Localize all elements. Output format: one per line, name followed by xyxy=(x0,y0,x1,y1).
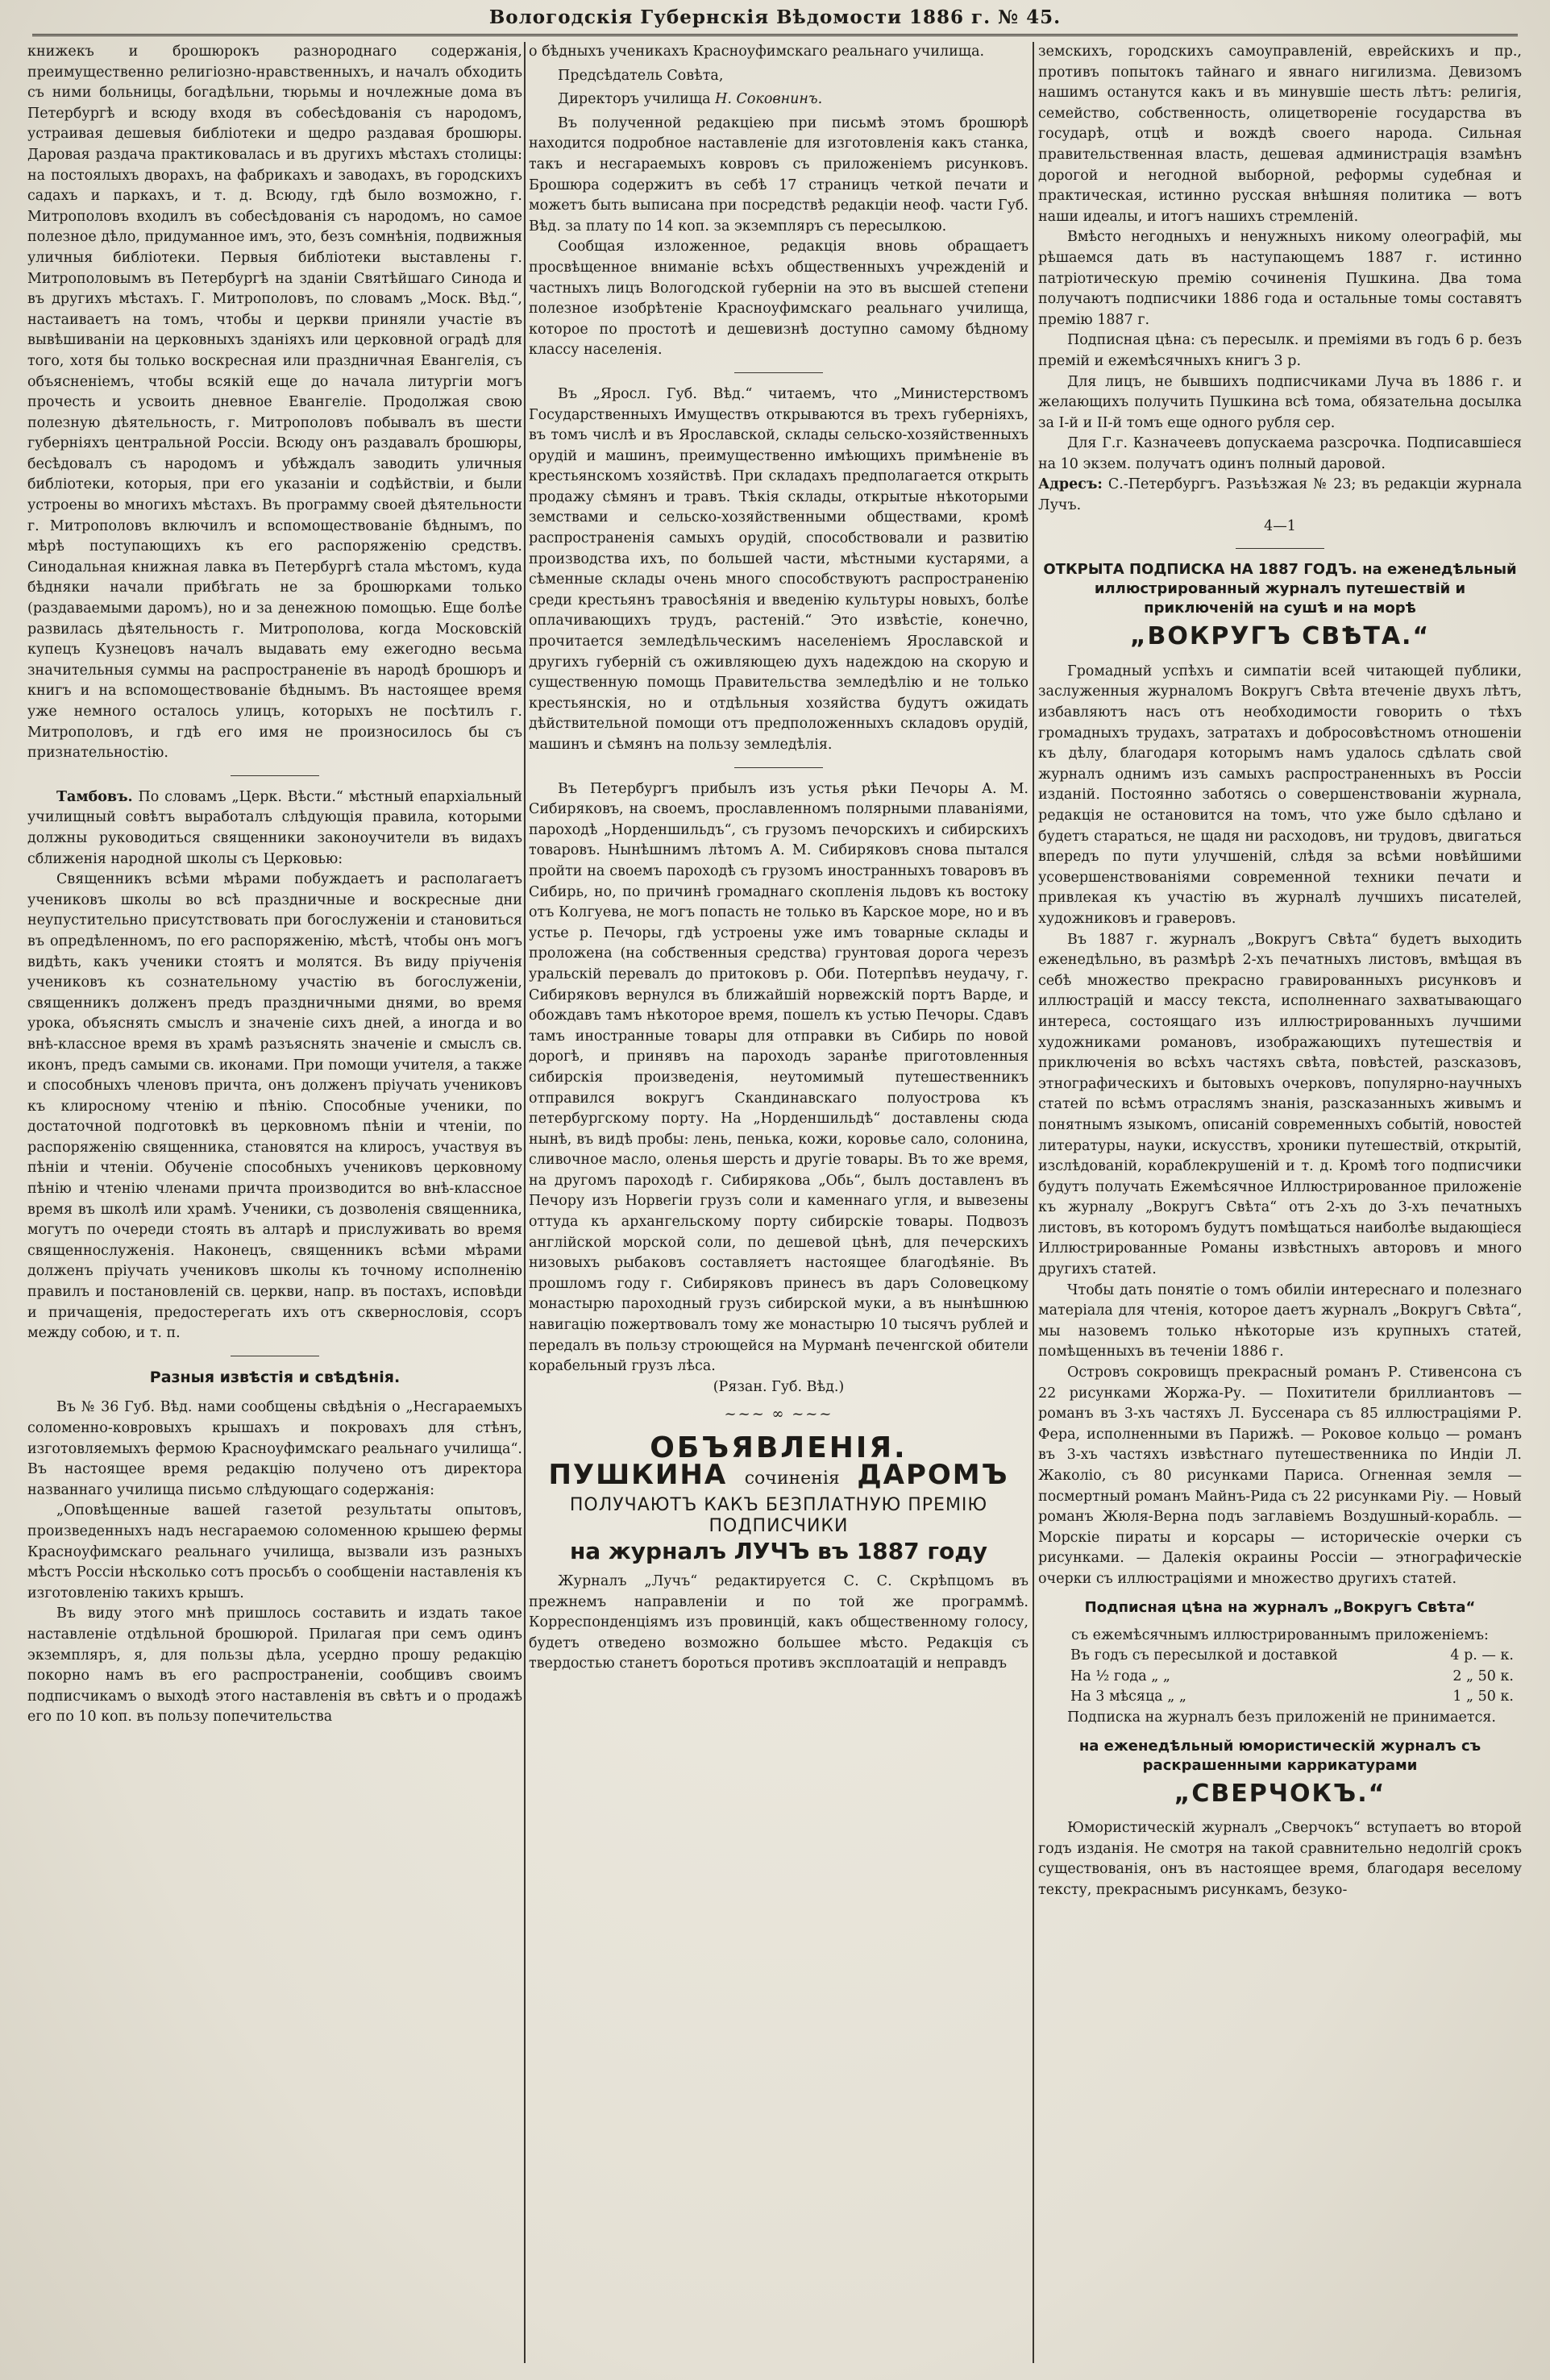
place-heading: Тамбовъ. xyxy=(56,788,133,805)
separator xyxy=(1236,548,1324,549)
article-paragraph: Чтобы дать понятіе о томъ обиліи интереснаго и полезнаго матеріала для чтенія, которое даетъ журналъ „Вокругъ Свѣта“, мы назовемъ только нѣкоторые изъ крупныхъ статей, помѣщенныхъ въ теченіи 1886 г. xyxy=(1038,1281,1522,1360)
article-paragraph: Островъ сокровищъ прекрасный романъ Р. Стивенсона съ 22 рисунками Жоржа-Ру. — Похитители бриллиантовъ — романъ въ 3-хъ частяхъ Л. Буссенара съ 85 иллюстраціями Р. Фера, исполненными въ Парижѣ. — Роковое кольцо — романъ въ 3-хъ частяхъ извѣстнаго путешественника по Индіи Л. Жаколіо, съ 80 рисунками Париса. Огненная земля — посмертный романъ Майнъ-Рида съ 22 рисунками Ріу. — Новый романъ Жюля-Верна подъ заглавіемъ Воздушный-корабль. — Морскіе пираты и корсары — историческіе очерки съ рисунками. — Далекія окраины Россіи — этнографическіе очерки съ иллюстраціями и множество другихъ статей. xyxy=(1038,1364,1522,1587)
article-paragraph: о бѣдныхъ ученикахъ Красноуфимскаго реальнаго училища. xyxy=(529,44,985,60)
article-paragraph: Для Г.г. Казначеевъ допускаема разсрочка. Подписавшіеся на 10 экзем. получатъ одинъ полный даровой. xyxy=(1038,435,1522,472)
separator xyxy=(734,767,823,768)
article-paragraph: Въ полученной редакціею при письмѣ этомъ брошюрѣ находится подробное наставленіе для изготовленія какъ станка, такъ и несгараемыхъ ковровъ съ приложеніемъ рисунковъ. Брошюра содержитъ въ себѣ 17 страницъ четкой печати и можетъ быть выписана при посредствѣ редакціи неоф. части Губ. Вѣд. за плату по 14 коп. за экземпляръ съ пересылкою. xyxy=(529,114,1028,235)
journal-title-sverchok: „СВЕРЧОКЪ.“ xyxy=(1174,1779,1386,1808)
column-divider-1 xyxy=(524,42,526,2363)
column-2 xyxy=(529,42,1028,2355)
article-paragraph: Въ 1887 г. журналъ „Вокругъ Свѣта“ будетъ выходить еженедѣльно, въ размѣрѣ 2-хъ печатныхъ листовъ, вмѣщая въ себѣ множество прекрасно гравированныхъ рисунковъ и иллюстрацій и массу текста, исполненнаго захватывающаго интереса, состоящаго изъ иллюстрированныхъ лучшими художниками романовъ, изображающихъ путешествія и приключенія во всѣхъ частяхъ свѣта, повѣстей, разсказовъ, этнографическихъ и бытовыхъ очерковъ, популярно-научныхъ статей по всѣмъ отраслямъ знанія, разсказанныхъ живымъ и понятнымъ языкомъ, описаній современныхъ событій, новостей литературы, науки, искусствъ, хроники путешествій, открытій, изслѣдованій, кораблекрушеній и т. д. Кромѣ того подписчики будутъ получать Ежемѣсячное Иллюстрированное приложеніе къ журналу „Вокругъ Свѣта“ отъ 2-хъ до 3-хъ печатныхъ листовъ, въ которомъ будутъ помѣщаться наиболѣе выдающіеся Иллюстрированные Романы извѣстныхъ авторовъ и много другихъ статей. xyxy=(1038,931,1522,1278)
ornament-divider: ~~~ ∞ ~~~ xyxy=(724,1406,833,1423)
price-row: На 3 мѣсяца „ „ 1 „ 50 к. xyxy=(1070,1688,1514,1705)
article-paragraph: Сообщая изложенное, редакція вновь обращаетъ просвѣщенное вниманіе всѣхъ общественныхъ учрежденій и частныхъ лицъ Вологодской губерніи на это въ высшей степени полезное изобрѣтеніе Красноуфимскаго реальнаго училища, которое по простотѣ и дешевизнѣ доступно самому бѣдному классу населенія. xyxy=(529,239,1028,359)
humor-journal-heading: на еженедѣльный юмористическій журналъ съ раскрашенными каррикатурами xyxy=(1078,1737,1481,1774)
signature-title: Предсѣдатель Совѣта, xyxy=(558,67,724,84)
article-paragraph: Подписная цѣна: съ пересылк. и преміями въ годъ 6 р. безъ премій и ежемѣсячныхъ книгъ 3 р. xyxy=(1038,332,1522,369)
article-paragraph: „Оповѣщенные вашей газетой результаты опытовъ, произведенныхъ надъ несгараемою соломенною крышею фермы Красноуфимскаго реальнаго училища, вызвали изъ разныхъ мѣстъ Россіи нѣсколько сотъ просьбъ о сообщеніи наставленія къ изготовленію такихъ крышъ. xyxy=(27,1502,522,1601)
article-paragraph: Подписка на журналъ безъ приложеній не принимается. xyxy=(1067,1709,1496,1726)
pushkin-ad-headline: ПУШКИНА сочиненія ДАРОМЪ xyxy=(548,1458,1009,1491)
price-heading: Подписная цѣна на журналъ „Вокругъ Свѣта“ xyxy=(1084,1598,1476,1616)
article-paragraph: Священникъ всѣми мѣрами побуждаетъ и располагаетъ учениковъ школы во всѣ праздничные и воскресные дни неупустительно присутствовать при богослуженіи и становиться въ опредѣленномъ, по его распоряженію, мѣстѣ, чтобы онъ могъ видѣть, какъ ученики стоятъ и молятся. Въ виду пріученія учениковъ къ сознательному участію въ богослуженіи, священникъ долженъ предъ праздничными днями, во время урока, объяснять смыслъ и значеніе сихъ дней, а иногда и во внѣ-классное время въ храмѣ разъяснять значеніе и смыслъ св. иконъ, предъ самыми св. иконами. При помощи учителя, а также и способныхъ членовъ причта, онъ долженъ пріучать учениковъ къ клиросному чтенію и пѣнію. Способные ученики, по достаточной подготовкѣ въ церковномъ пѣніи и чтеніи, по распоряженію священника, становятся на клиросъ, участвуя въ пѣніи и чтеніи. Обученіе способныхъ учениковъ церковному пѣнію и чтенію членами причта производится во внѣ-классное время въ школѣ или храмѣ. Ученики, съ дозволенія священника, могутъ по очереди стоять въ алтарѣ и прислуживать во время священнослуженія. Наконецъ, священникъ всѣми мѣрами долженъ пріучать учениковъ школы къ точному исполненію правилъ и постановленій св. церкви, напр. въ постахъ, исповѣди и причащенія, предостерегать ихъ отъ сквернословія, ссоръ между собою, и т. п. xyxy=(27,871,522,1342)
separator xyxy=(734,372,823,373)
price-subheading: съ ежемѣсячнымъ иллюстрированнымъ приложеніемъ: xyxy=(1071,1626,1489,1643)
journal-title-vokrug-sveta: „ВОКРУГЪ СВѢТА.“ xyxy=(1129,622,1431,651)
premium-subline: ПОЛУЧАЮТЪ КАКЪ БЕЗПЛАТНУЮ ПРЕМІЮ ПОДПИСЧИКИ xyxy=(569,1495,988,1536)
article-paragraph: Тамбовъ. По словамъ „Церк. Вѣсти.“ мѣстный епархіальный училищный совѣтъ выработалъ слѣдующія правила, которыми должны руководиться священники законоучители въ видахъ сближенія народной школы съ Церковью: xyxy=(27,788,522,867)
address-line: Адресъ: С.-Петербургъ. Разъѣзжая № 23; въ редакціи журнала Лучъ. xyxy=(1038,476,1522,514)
journal-name-line: на журналъ ЛУЧЪ въ 1887 году xyxy=(569,1538,988,1565)
source-citation: (Рязан. Губ. Вѣд.) xyxy=(713,1378,845,1395)
separator xyxy=(231,775,319,776)
column-divider-2 xyxy=(1033,42,1034,2363)
ad-number: 4—1 xyxy=(1264,517,1296,534)
article-paragraph: Въ виду этого мнѣ пришлось составить и издать такое наставленіе отдѣльной брошюрой. Прилагая при семъ одинъ экземпляръ, я, для пользы дѣла, усердно прошу редакцію покорно намъ въ его распространеніи, сообщивъ своимъ подписчикамъ о выходѣ этого наставленія въ свѣтъ и о продажѣ его по 10 коп. въ пользу попечительства xyxy=(27,1605,522,1726)
column-3 xyxy=(1038,42,1522,2355)
announcements-heading: ОБЪЯВЛЕНІЯ. xyxy=(650,1431,908,1464)
article-paragraph: Громадный успѣхъ и симпатіи всей читающей публики, заслуженныя журналомъ Вокругъ Свѣта втеченіе двухъ лѣтъ, избавляютъ насъ отъ необходимости говорить о тѣхъ громадныхъ трудахъ, затратахъ и добросовѣстномъ отношеніи къ дѣлу, благодаря которымъ намъ удалось сдѣлать свой журналъ однимъ изъ самыхъ распространенныхъ въ Россіи изданій. Постоянно заботясь о совершенствованіи журнала, редакція не остановится на томъ, что уже было сдѣлано и будетъ стараться, не щадя ни расходовъ, ни трудовъ, двигаться впередъ по пути улучшеній, слѣдя за всѣми новѣйшими усовершенствованіями современной техники печати и привлекая къ участію въ журналѣ лучшихъ писателей, художниковъ и граверовъ. xyxy=(1038,662,1522,927)
section-heading: Разныя извѣстія и свѣдѣнія. xyxy=(149,1368,401,1386)
signature-line: Директоръ училища Н. Соковнинъ. xyxy=(558,91,823,108)
article-paragraph: Журналъ „Лучъ“ редактируется С. С. Скрѣпцомъ въ прежнемъ направленіи и по той же программѣ. Корреспонденціямъ изъ провинцій, какъ общественному голосу, будетъ отведено возможно большее мѣсто. Редакція съ твердостью станетъ бороться противъ эксплоатацій и неправдъ xyxy=(529,1572,1028,1672)
column-1 xyxy=(27,42,522,2355)
subscription-heading: ОТКРЫТА ПОДПИСКА НА 1887 ГОДЪ. на еженедѣльный иллюстрированный журналъ путешествій и приключеній на сушѣ и на морѣ xyxy=(1043,561,1517,617)
article-paragraph: Въ № 36 Губ. Вѣд. нами сообщены свѣдѣнія о „Несгараемыхъ соломенно-ковровыхъ крышахъ и покровахъ для стѣнъ, изготовляемыхъ фермою Красноуфимскаго реальнаго училища“. Въ настоящее время редакцію получено отъ директора названнаго училища письмо слѣдующаго содержанія: xyxy=(27,1399,522,1498)
article-paragraph: земскихъ, городскихъ самоуправленій, еврейскихъ и пр., противъ попытокъ тайнаго и явнаго нигилизма. Девизомъ нашимъ останутся какъ и въ минувшіе шесть лѣтъ: религія, семейство, собственность, олицетвореніе государства въ государѣ, отцѣ и вождѣ своего народа. Сильная правительственная власть, дешевая администрація взамѣнъ дорогой и негодной выборной, реформы судебная и практическая, истинно русская внѣшняя политика — вотъ наши идеалы, и итогъ нашихъ стремленій. xyxy=(1038,44,1522,225)
article-paragraph: книжекъ и брошюрокъ разнороднаго содержанія, преимущественно религіозно-нравственныхъ, и началъ обходить съ ними больницы, богадѣльни, тюрьмы и ночлежные дома въ Петербургѣ и всюду входя въ собесѣдованія съ народомъ, устраивая дешевыя библіотеки и щедро раздавая брошюры. Даровая раздача практиковалась и въ другихъ мѣстахъ столицы: на постоялыхъ дворахъ, на фабрикахъ и заводахъ, въ городскихъ садахъ и паркахъ, и т. д. Всюду, гдѣ было возможно, г. Митрополовъ входилъ въ собесѣдованія съ народомъ, но самое полезное дѣло, придуманное имъ, это, безъ сомнѣнія, подвижныя уличныя библіотеки. Первыя библіотеки выставлены г. Митрополовымъ въ Петербургѣ на зданіи Святѣйшаго Синода и въ другихъ мѣстахъ. Г. Митрополовъ, по словамъ „Моск. Вѣд.“, настаиваетъ на томъ, чтобы и церкви приняли участіе въ вывѣшиваніи на церковныхъ зданіяхъ или церковной оградѣ для того, хотя бы только воскресная или праздничная Евангелія, съ объясненіемъ, чтобы всякій еще до начала литургіи могъ прочесть и усвоить дневное Евангеліе. Продолжая свою полезную дѣятельность, г. Митрополовъ побывалъ въ шести губерніяхъ центральной Россіи. Всюду онъ раздавалъ брошюры, бесѣдовалъ съ народомъ и убѣждалъ заводить уличныя библіотеки, которыя, при его указаніи и содѣйствіи, и были устроены во многихъ мѣстахъ. Въ программу своей дѣятельности г. Митрополовъ включилъ и вспомоществованіе бѣднымъ, по мѣрѣ поступающихъ къ его распоряженію средствъ. Синодальная книжная лавка въ Петербургѣ стала мѣстомъ, куда бѣдняки начали прибѣгать не за брошюрками только (раздаваемыми даромъ), но и за денежною помощью. Еще болѣе развилась дѣятельность г. Митрополова, когда Московскій купецъ Кузнецовъ началъ выдавать ему ежегодно весьма значительныя суммы на распространеніе въ народѣ брошюръ и книгъ и на вспомоществованіе бѣднымъ. Въ настоящее время уже немного осталось улицъ, которыхъ не посѣтилъ г. Митрополовъ, и гдѣ его имя не произносилось бы съ признательностію. xyxy=(27,44,522,762)
article-paragraph: Въ Петербургъ прибылъ изъ устья рѣки Печоры А. М. Сибиряковъ, на своемъ, прославленномъ полярными плаваніями, пароходѣ „Норденшильдъ“, съ грузомъ печорскихъ и сибирскихъ товаровъ. Нынѣшнимъ лѣтомъ А. М. Сибиряковъ снова пытался пройти на своемъ пароходѣ съ грузомъ иностранныхъ товаровъ въ Сибирь, но, по причинѣ громаднаго скопленія льдовъ къ востоку отъ Колгуева, не могъ попасть не только въ Карское море, но и въ устье р. Печоры, гдѣ устроены уже имъ товарные склады и проложена (на собственныя средства) грунтовая дорога черезъ уральскій перевалъ до притоковъ р. Оби. Потерпѣвъ неудачу, г. Сибиряковъ вернулся въ ближайшій норвежскій портъ Варде, и обождавъ тамъ нѣкоторое время, пошелъ къ устью Печоры. Сдавъ тамъ иностранные товары для отправки въ Сибирь по новой дорогѣ, и принявъ на пароходъ заранѣе приготовленныя сибирскія произведенія, неутомимый путешественникъ отправился вокругъ Скандинавскаго полуострова къ петербургскому порту. На „Норденшильдѣ“ доставлены сюда нынѣ, въ видѣ пробы: лень, пенька, кожи, коровье сало, солонина, сливочное масло, оленья шерсть и другіе товары. Въ то же время, на другомъ пароходѣ г. Сибирякова „Обь“, былъ доставленъ въ Печору изъ Норвегіи грузъ соли и каменнаго угля, и вывезены оттуда къ архангельскому порту сибирскіе товары. Подвозъ англійской морской соли, по дешевой цѣнѣ, для печерскихъ низовыхъ рыбаковъ составляетъ настоящее благодѣяніе. Въ прошломъ году г. Сибиряковъ принесъ въ даръ Соловецкому монастырю пароходный грузъ сибирской муки, а въ нынѣшнюю навигацію пожертвовалъ тому же монастырю 10 тысячъ рублей и передалъ въ пользу строющейся на Мурманѣ печенгской обители корабельный грузъ лѣса. xyxy=(529,780,1028,1375)
masthead-title: Вологодскія Губернскія Вѣдомости 1886 г. № 45. xyxy=(32,6,1518,36)
signature-name: Н. Соковнинъ. xyxy=(715,91,823,108)
article-paragraph: Юмористическій журналъ „Сверчокъ“ вступаетъ во второй годъ изданія. Не смотря на такой сравнительно недолгій срокъ существованія, онъ въ настоящее время, благодаря веселому тексту, прекраснымъ рисункамъ, безуко- xyxy=(1038,1820,1522,1898)
price-row: На ½ года „ „ 2 „ 50 к. xyxy=(1070,1668,1514,1684)
article-paragraph: Вмѣсто негодныхъ и ненужныхъ никому олеографій, мы рѣшаемся дать въ наступающемъ 1887 г. истинно патріотическую премію сочиненія Пушкина. Два тома получаютъ подписчики 1886 года и остальные томы составятъ премію 1887 г. xyxy=(1038,229,1522,328)
article-paragraph: Въ „Яросл. Губ. Вѣд.“ читаемъ, что „Министерствомъ Государственныхъ Имуществъ открываются въ трехъ губерніяхъ, въ томъ числѣ и въ Ярославской, склады сельско-хозяйственныхъ орудій и машинъ, преимущественно имѣющихъ примѣненіе въ крестьянскомъ хозяйствѣ. При складахъ предполагается открыть продажу сѣмянъ и травъ. Тѣкія склады, открытые нѣкоторыми земствами и сельско-хозяйственными обществами, кромѣ распространенія самыхъ орудій, способствовали и развитію производства ихъ, по большей части, мѣстными кустарями, а сѣменные склады очень много способствуютъ распространенію среди крестьянъ травосѣянія и введенію культуры новыхъ, болѣе оплачивающихъ трудъ, растеній.“ Это извѣстіе, конечно, прочитается земледѣльческимъ населеніемъ Ярославской и другихъ губерній съ оживляющею духъ надеждою на скорую и существенную помощь Правительства земледѣлію и не только крестьянскія, но и отдѣльныя хозяйства будутъ ожидать дѣйствительной помощи отъ предположенныхъ складовъ орудій, машинъ и сѣмянъ на пользу земледѣлія. xyxy=(529,385,1028,753)
article-paragraph: Для лицъ, не бывшихъ подписчиками Луча въ 1886 г. и желающихъ получить Пушкина всѣ тома, обязательна досылка за I-й и II-й томъ еще одного рубля сер. xyxy=(1038,373,1522,431)
price-row: Въ годъ съ пересылкой и доставкой 4 р. — к. xyxy=(1070,1647,1514,1664)
